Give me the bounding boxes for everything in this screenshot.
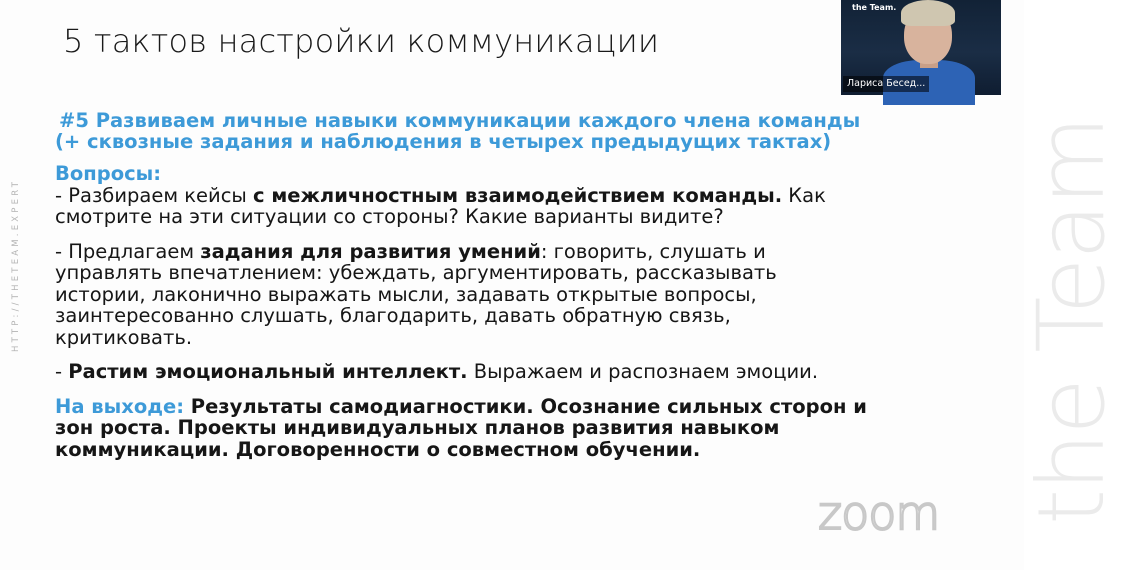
heading-line-1: #5 Развиваем личные навыки коммуникации каждого члена команды [59, 109, 861, 132]
slide-title: 5 тактов настройки коммуникации [63, 22, 660, 60]
output-line-2: зон роста. Проекты индивидуальных планов развития навыком [55, 416, 780, 439]
participant-name-tag: Лариса Бесед... [843, 76, 929, 92]
question-1-line-1: - Разбираем кейсы с межличностным взаимодействием команды. Как [55, 183, 826, 207]
output-line-1: На выходе: Результаты самодиагностики. Осознание сильных сторон и [55, 394, 867, 418]
question-2-line-1: - Предлагаем задания для развития умений: говорить, слушать и [55, 239, 766, 263]
watermark-text: the Team [1018, 117, 1125, 525]
participant-hair [901, 0, 955, 26]
heading-line-2: (+ сквозные задания и наблюдения в четырех предыдущих тактах) [55, 130, 832, 153]
section-heading [55, 109, 925, 153]
slide-content [55, 110, 925, 460]
question-2-line-5: критиковать. [55, 325, 193, 349]
output-line-3: коммуникации. Договоренности о совместном обучении. [55, 437, 701, 461]
question-2-line-4: заинтересованно слушать, благодарить, давать обратную связь, [55, 304, 731, 327]
questions-label: Вопросы: [55, 162, 162, 185]
video-brand-text: the Team. [852, 3, 897, 12]
output-label: На выходе: [55, 394, 184, 418]
question-2-line-3: истории, лаконично выражать мысли, задавать открытые вопросы, [55, 282, 757, 306]
watermark [928, 95, 1125, 535]
question-3: - Растим эмоциональный интеллект. Выражаем и распознаем эмоции. [55, 360, 819, 383]
zoom-logo: zoom [818, 486, 940, 540]
side-url-text: HTTP://THETEAM.EXPERT [11, 178, 21, 353]
question-2-line-2: управлять впечатлением: убеждать, аргументировать, рассказывать [55, 261, 777, 284]
participant-video-tile[interactable] [841, 0, 1001, 95]
questions-block [55, 163, 925, 460]
question-1-line-2: смотрите на эти ситуации со стороны? Какие варианты видите? [55, 205, 724, 228]
